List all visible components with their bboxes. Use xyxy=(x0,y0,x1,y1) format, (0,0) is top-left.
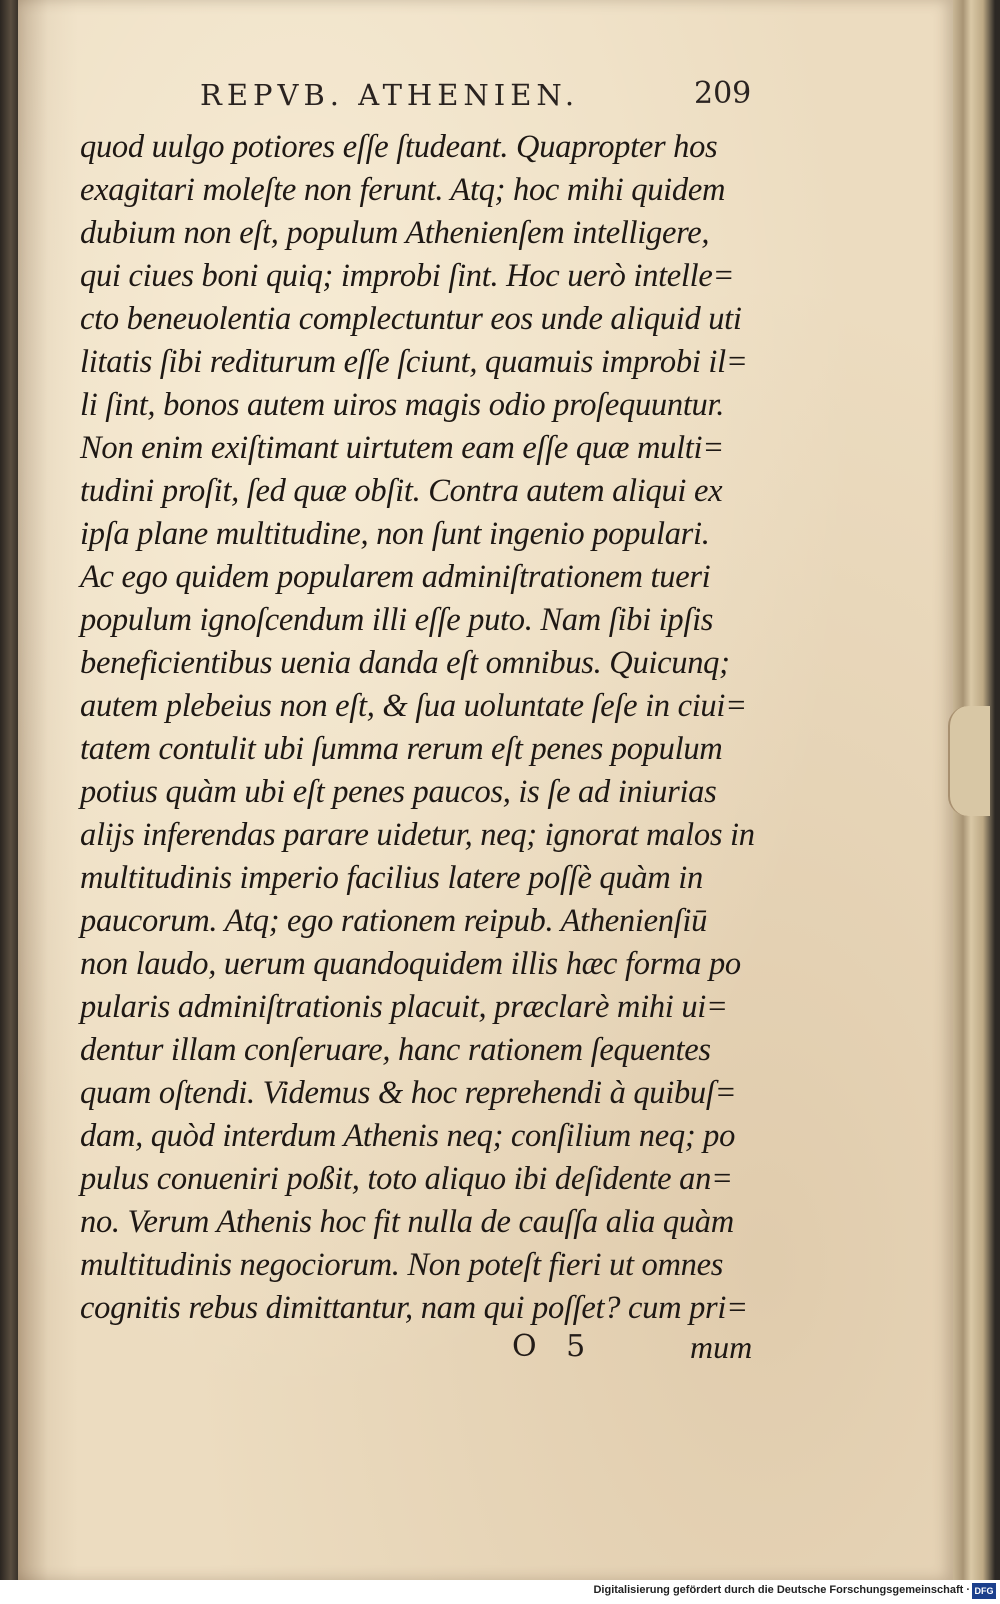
text-line: tatem contulit ubi ſumma rerum eſt penes populum xyxy=(80,731,723,767)
funding-credit: Digitalisierung gefördert durch die Deutsche Forschungsgemeinschaft · xyxy=(593,1584,970,1596)
text-line: pularis adminiſtrationis placuit, præclarè mihi ui= xyxy=(80,989,728,1025)
text-line: non laudo, uerum quandoquidem illis hæc forma po xyxy=(80,946,741,982)
text-line: cto beneuolentia complectuntur eos unde aliquid uti xyxy=(80,301,742,337)
signature-mark: O 5 xyxy=(512,1329,596,1364)
text-line: no. Verum Athenis hoc fit nulla de cauſſa alia quàm xyxy=(80,1204,734,1240)
text-line: multitudinis imperio facilius latere poſſè quàm in xyxy=(80,860,703,896)
text-line: cognitis rebus dimittantur, nam qui poſſet? cum pri= xyxy=(80,1290,748,1326)
text-line: multitudinis negociorum. Non poteſt fieri ut omnes xyxy=(80,1247,724,1283)
text-line: paucorum. Atq; ego rationem reipub. Athenienſiū xyxy=(80,903,708,939)
dfg-logo-icon: DFG xyxy=(972,1583,996,1599)
text-line: litatis ſibi rediturum eſſe ſciunt, quamuis improbi il= xyxy=(80,344,748,380)
text-line: dam, quòd interdum Athenis neq; conſilium neq; po xyxy=(80,1118,736,1154)
text-line: tudini proſit, ſed quæ obſit. Contra autem aliqui ex xyxy=(80,473,723,509)
text-line: quam oſtendi. Videmus & hoc reprehendi à quibuſ= xyxy=(80,1075,737,1111)
text-line: exagitari moleſte non ferunt. Atq; hoc mihi quidem xyxy=(80,172,726,208)
text-line: dubium non eſt, populum Athenienſem intelligere, xyxy=(80,215,710,251)
text-line: qui ciues boni quiq; improbi ſint. Hoc uerò intelle= xyxy=(80,258,735,294)
text-line: quod uulgo potiores eſſe ſtudeant. Quapropter hos xyxy=(80,129,718,165)
running-head: REPVB. ATHENIEN. xyxy=(200,78,580,112)
book-page xyxy=(18,0,953,1580)
text-line: potius quàm ubi eſt penes paucos, is ſe ad iniurias xyxy=(80,774,717,810)
body-text xyxy=(80,126,760,1330)
text-line: dentur illam conſeruare, hanc rationem ſequentes xyxy=(80,1032,711,1068)
text-line: ipſa plane multitudine, non ſunt ingenio populari. xyxy=(80,516,710,552)
text-line: pulus conueniri poßit, toto aliquo ibi deſidente an= xyxy=(80,1161,733,1197)
text-line: populum ignoſcendum illi eſſe puto. Nam ſibi ipſis xyxy=(80,602,714,638)
text-line: alijs inferendas parare uidetur, neq; ignorat malos in xyxy=(80,817,755,853)
text-line: Non enim exiſtimant uirtutem eam eſſe quæ multi= xyxy=(80,430,724,466)
text-line: beneficientibus uenia danda eſt omnibus. Quicunq; xyxy=(80,645,730,681)
text-line: Ac ego quidem popularem adminiſtrationem tueri xyxy=(80,559,711,595)
text-line: autem plebeius non eſt, & ſua uoluntate ſeſe in ciui= xyxy=(80,688,747,724)
text-line: li ſint, bonos autem uiros magis odio proſequuntur. xyxy=(80,387,725,423)
footer-bar xyxy=(0,1580,1000,1604)
page-tab xyxy=(948,706,990,816)
book-binding-edge xyxy=(0,0,18,1580)
page-number: 209 xyxy=(694,76,752,111)
catchword: mum xyxy=(690,1329,753,1365)
